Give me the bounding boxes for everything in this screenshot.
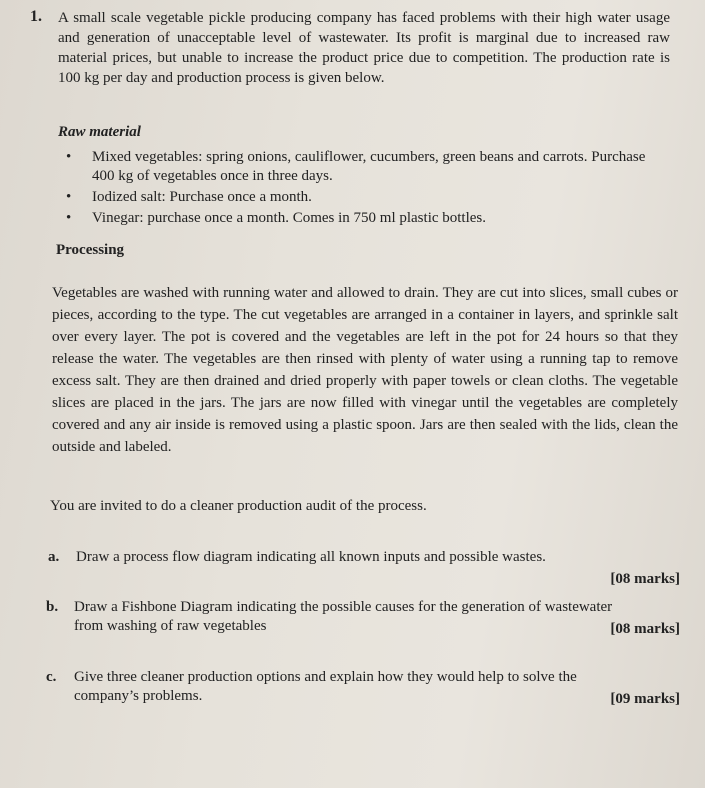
bullet-icon: •	[66, 189, 72, 205]
processing-heading: Processing	[56, 242, 125, 258]
subquestion-letter: a.	[48, 549, 60, 565]
raw-material-heading: Raw material	[58, 124, 141, 140]
marks-label: [09 marks]	[610, 691, 680, 707]
processing-paragraph: Vegetables are washed with running water and allowed to drain. They are cut into slices, small cubes or pieces, according to the type. The cut vegetables are arranged in a container in layers, and sprinkle salt over every layer. The pot is covered and the vegetables are left in the pot for 24 hours so that they release the water. The vegetables are then rinsed with plenty of water using a running tap to remove excess salt. They are then drained and dried properly with paper towels or clean cloths. The vegetable slices are placed in the jars. The jars are now filled with vinegar until the vegetables are completely covered and any air inside is removed using a plastic spoon. Jars are then sealed with the lids, clean the outside and labeled.	[52, 285, 678, 455]
audit-invitation: You are invited to do a cleaner production audit of the process.	[50, 498, 427, 514]
subquestion-letter: c.	[46, 669, 57, 685]
bullet-icon: •	[66, 149, 72, 165]
subquestion-letter: b.	[46, 599, 59, 615]
subquestion-text: Draw a process flow diagram indicating all known inputs and possible wastes.	[76, 549, 546, 565]
subquestion-c	[46, 668, 680, 712]
marks-label: [08 marks]	[610, 621, 680, 637]
bullet-icon: •	[66, 210, 72, 226]
subquestion-a	[48, 548, 680, 592]
subquestion-b	[46, 598, 680, 642]
question-number: 1.	[30, 8, 42, 25]
subquestion-text: Give three cleaner production options and explain how they would help to solve the company’s problems.	[74, 669, 577, 704]
list-item: • Iodized salt: Purchase once a month.	[66, 189, 312, 205]
subquestion-text: Draw a Fishbone Diagram indicating the possible causes for the generation of wastewater from washing of raw vegetables	[74, 599, 613, 634]
question-intro: A small scale vegetable pickle producing company has faced problems with their high water usage and generation of unacceptable level of wastewater. Its profit is marginal due to increased raw material prices, but unable to increase the product price due to competition. The production rate is 100 kg per day and production process is given below.	[58, 10, 670, 86]
marks-label: [08 marks]	[610, 571, 680, 587]
raw-material-list	[60, 148, 660, 230]
list-item: • Mixed vegetables: spring onions, cauliflower, cucumbers, green beans and carrots. Purchase 400 kg of vegetables once in three days.	[66, 149, 646, 184]
list-item: • Vinegar: purchase once a month. Comes in 750 ml plastic bottles.	[66, 210, 487, 226]
